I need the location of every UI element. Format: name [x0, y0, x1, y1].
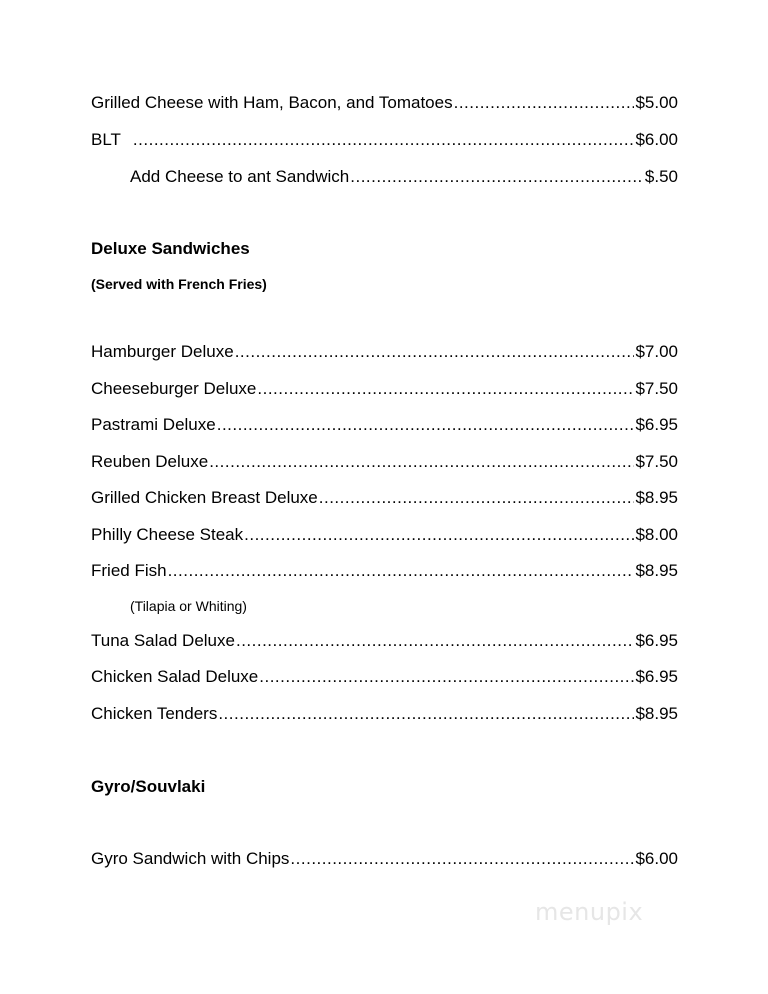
item-name: Add Cheese to ant Sandwich	[130, 167, 350, 186]
item-price: $8.95	[635, 488, 678, 507]
menu-item	[91, 378, 678, 400]
item-price: $7.00	[635, 342, 678, 361]
menu-item	[91, 129, 678, 151]
menu-item	[91, 848, 678, 870]
item-price: $8.95	[635, 704, 678, 723]
leader-dots	[235, 341, 635, 363]
item-name: Chicken Tenders	[91, 704, 218, 723]
menu-item	[91, 666, 678, 688]
leader-dots	[236, 630, 634, 652]
item-name: Reuben Deluxe	[91, 452, 209, 471]
leader-dots	[350, 166, 644, 188]
menu-item	[91, 341, 678, 363]
item-price: $6.00	[635, 849, 678, 868]
menu-item	[130, 166, 678, 188]
item-price: $7.50	[635, 452, 678, 471]
menu-item	[91, 524, 678, 546]
menu-item	[91, 92, 678, 114]
item-name: Chicken Salad Deluxe	[91, 667, 259, 686]
item-name: Grilled Chicken Breast Deluxe	[91, 488, 318, 507]
leader-dots	[257, 378, 634, 400]
leader-dots	[259, 666, 634, 688]
leader-dots	[168, 560, 635, 582]
leader-dots	[133, 129, 635, 151]
item-name: Grilled Cheese with Ham, Bacon, and Tomatoes	[91, 93, 453, 112]
section-subtitle-deluxe: (Served with French Fries)	[91, 276, 267, 292]
leader-dots	[290, 848, 634, 870]
item-name: BLT	[91, 130, 121, 149]
item-name: Fried Fish	[91, 561, 167, 580]
item-note: (Tilapia or Whiting)	[130, 598, 247, 614]
item-name: Pastrami Deluxe	[91, 415, 216, 434]
leader-dots	[217, 414, 635, 436]
section-title-gyro: Gyro/Souvlaki	[91, 777, 206, 796]
item-price: $6.00	[635, 130, 678, 149]
item-name: Cheeseburger Deluxe	[91, 379, 257, 398]
menu-item	[91, 560, 678, 582]
leader-dots	[218, 703, 634, 725]
item-price: $5.00	[635, 93, 678, 112]
item-price: $.50	[644, 167, 678, 186]
menu-item	[91, 630, 678, 652]
item-price: $6.95	[635, 667, 678, 686]
menu-item	[91, 451, 678, 473]
leader-dots	[454, 92, 635, 114]
menu-item	[91, 487, 678, 509]
item-name: Philly Cheese Steak	[91, 525, 244, 544]
item-price: $6.95	[635, 631, 678, 650]
menu-item	[91, 414, 678, 436]
item-price: $7.50	[635, 379, 678, 398]
watermark-logo: menupix	[535, 898, 644, 926]
item-name: Gyro Sandwich with Chips	[91, 849, 290, 868]
item-name: Hamburger Deluxe	[91, 342, 234, 361]
leader-dots	[209, 451, 634, 473]
item-price: $6.95	[635, 415, 678, 434]
menu-item	[91, 703, 678, 725]
item-name: Tuna Salad Deluxe	[91, 631, 235, 650]
item-price: $8.00	[635, 525, 678, 544]
item-price: $8.95	[635, 561, 678, 580]
leader-dots	[319, 487, 635, 509]
section-title-deluxe: Deluxe Sandwiches	[91, 239, 250, 258]
leader-dots	[244, 524, 634, 546]
